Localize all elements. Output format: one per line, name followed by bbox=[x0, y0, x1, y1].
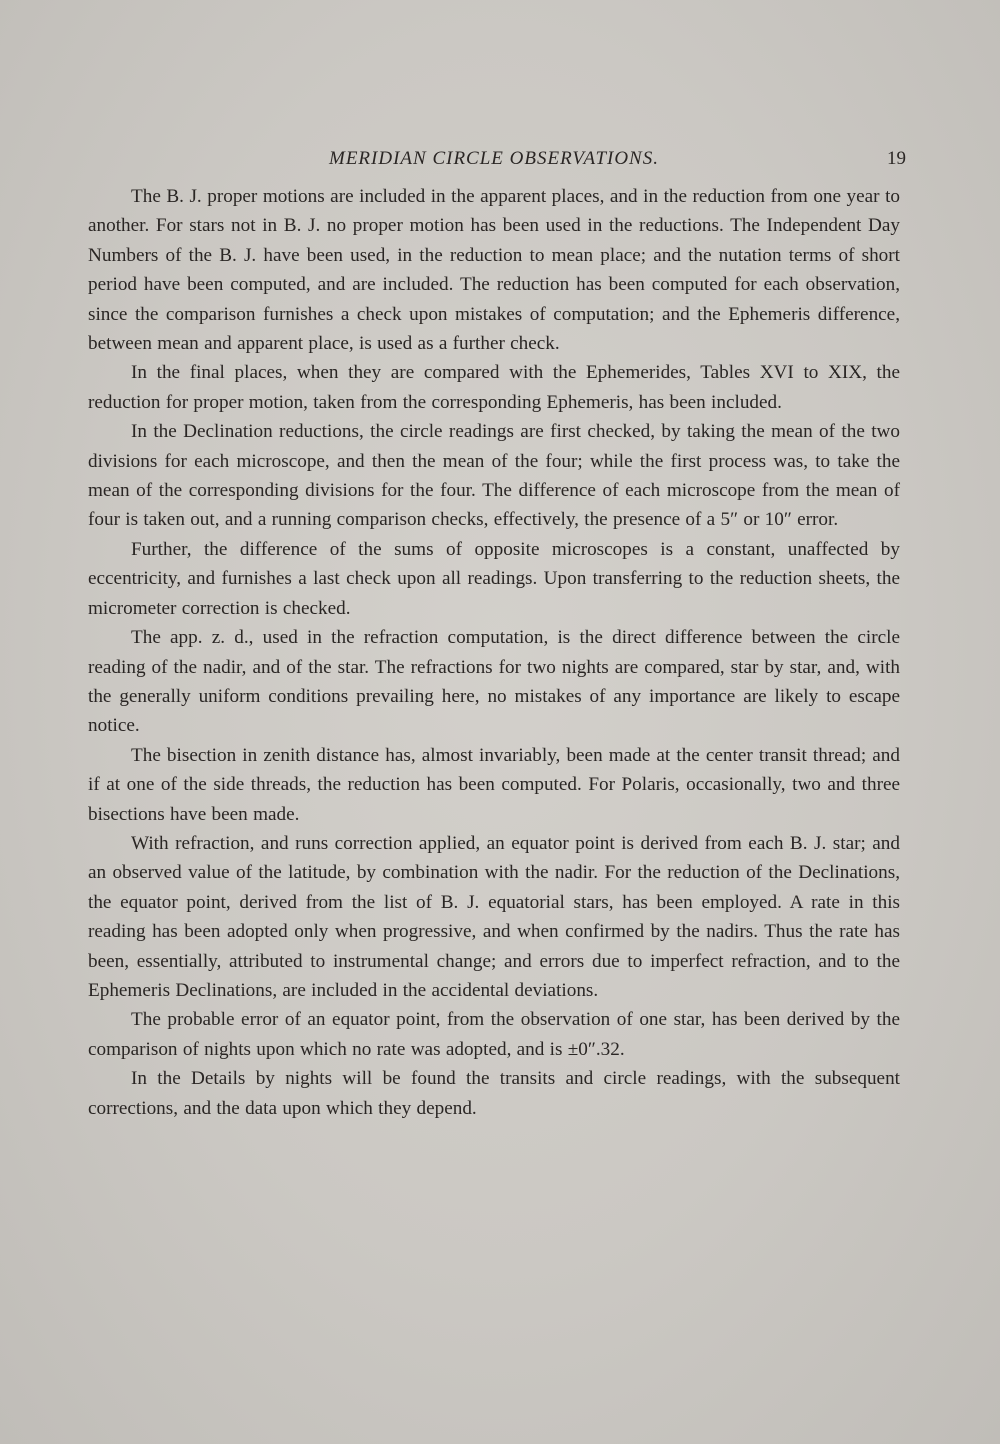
running-title: MERIDIAN CIRCLE OBSERVATIONS. bbox=[329, 148, 659, 169]
paragraph-bisection: The bisection in zenith distance has, almost invariably, been made at the center transit thread; and if at one of the side threads, the reduction has been computed. For Polaris, occasionally, two and three bisections have been made. bbox=[88, 744, 900, 825]
paragraph-refraction: The app. z. d., used in the refraction computation, is the direct difference between the circle reading of the nadir, and of the star. The refractions for two nights are compared, star by star, and, with the generally uniform conditions prevailing here, no mistakes of any importance are likely to escape notice. bbox=[88, 627, 900, 737]
body-text bbox=[88, 182, 900, 1123]
paragraph-details-by-nights: In the Details by nights will be found the transits and circle readings, with the subsequent corrections, and the data upon which they depend. bbox=[88, 1068, 900, 1119]
paragraph-opposite-microscopes: Further, the difference of the sums of opposite microscopes is a constant, unaffected by eccentricity, and furnishes a last check upon all readings. Upon transferring to the reduction sheets, the micrometer correction is checked. bbox=[88, 538, 900, 619]
page-header bbox=[88, 145, 906, 175]
paragraph-proper-motions: The B. J. proper motions are included in the apparent places, and in the reduction from one year to another. For stars not in B. J. no proper motion has been used in the reductions. The Independent Day Numbers of the B. J. have been used, in the reduction to mean place; and the nutation terms of short period have been computed, and are included. The reduction has been computed for each observation, since the comparison furnishes a check upon mistakes of computation; and the Ephemeris difference, between mean and apparent place, is used as a further check. bbox=[88, 186, 900, 355]
page-number: 19 bbox=[887, 148, 906, 169]
paragraph-declination-reductions: In the Declination reductions, the circle readings are first checked, by taking the mean of the two divisions for each microscope, and then the mean of the four; while the first process was, to take the mean of the corresponding divisions for the four. The difference of each microscope from the mean of four is taken out, and a running comparison checks, effectively, the presence of a 5″ or 10″ error. bbox=[88, 421, 900, 531]
paragraph-probable-error: The probable error of an equator point, from the observation of one star, has been derived by the comparison of nights upon which no rate was adopted, and is ±0″.32. bbox=[88, 1009, 900, 1060]
paragraph-equator-point: With refraction, and runs correction applied, an equator point is derived from each B. J. star; and an observed value of the latitude, by combination with the nadir. For the reduction of the Declinations, the equator point, derived from the list of B. J. equatorial stars, has been employed. A rate in this reading has been adopted only when progressive, and when confirmed by the nadirs. Thus the rate has been, essentially, attributed to instrumental change; and errors due to imperfect refraction, and to the Ephemeris Declinations, are included in the accidental deviations. bbox=[88, 832, 900, 1001]
paragraph-final-places: In the final places, when they are compared with the Ephemerides, Tables XVI to XIX, the reduction for proper motion, taken from the corresponding Ephemeris, has been included. bbox=[88, 362, 900, 413]
